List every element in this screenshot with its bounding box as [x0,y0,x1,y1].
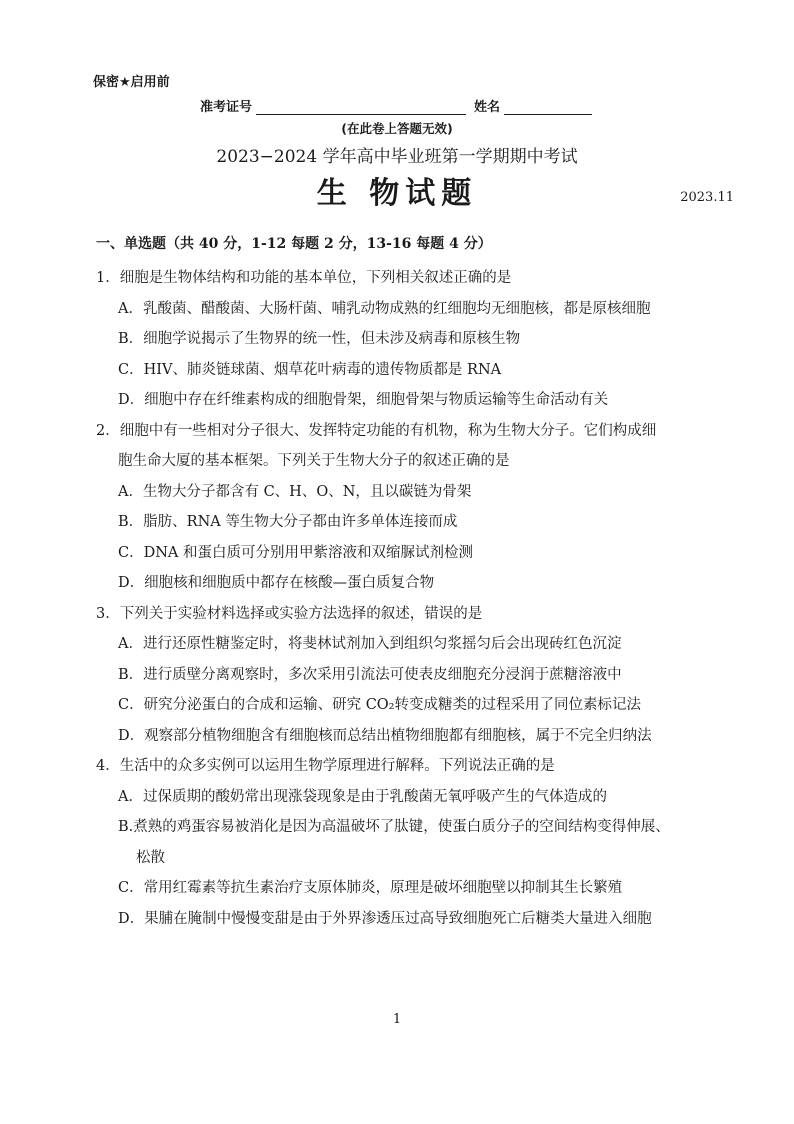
answer-option: C．HIV、肺炎链球菌、烟草花叶病毒的遗传物质都是 RNA [118,361,502,378]
answer-option: D．观察部分植物细胞含有细胞核而总结出植物细胞都有细胞核，属于不完全归纳法 [118,727,652,744]
answer-option: B．脂肪、RNA 等生物大分子都由许多单体连接而成 [118,514,458,530]
exam-title: 2023−2024 学年高中毕业班第一学期期中考试 [216,147,578,167]
answer-option: A．乳酸菌、醋酸菌、大肠杆菌、哺乳动物成熟的红细胞均无细胞核，都是原核细胞 [118,300,651,317]
question-2 [0,416,794,599]
question-list [0,263,794,934]
answer-option: D．果脯在腌制中慢慢变甜是由于外界渗透压过高导致细胞死亡后糖类大量进入细胞 [118,910,652,927]
name-label: 姓名 [474,100,501,115]
answer-option: C．研究分泌蛋白的合成和运输、研究 CO₂转变成糖类的过程采用了同位素标记法 [118,697,641,713]
name-blank [504,100,592,115]
answer-option: 松散 [136,849,165,866]
invalid-answer-note: (在此卷上答题无效) [341,121,453,136]
confidential-label: 保密★启用前 [93,75,170,90]
exam-number-blank [256,100,466,115]
question-stem: 4．生活中的众多实例可以运用生物学原理进行解释。下列说法正确的是 [96,758,555,774]
answer-option: A．过保质期的酸奶常出现涨袋现象是由于乳酸菌无氧呼吸产生的气体造成的 [118,788,607,805]
answer-option: A．生物大分子都含有 C、H、O、N，且以碳链为骨架 [118,483,472,500]
exam-date: 2023.11 [680,190,734,205]
question-3 [0,599,794,752]
exam-number-label: 准考证号 [200,100,253,115]
answer-option: B．进行质壁分离观察时，多次采用引流法可使表皮细胞充分浸润于蔗糖溶液中 [118,666,622,683]
answer-option: C．DNA 和蛋白质可分别用甲紫溶液和双缩脲试剂检测 [118,544,473,561]
answer-option: B.煮熟的鸡蛋容易被消化是因为高温破坏了肽键，使蛋白质分子的空间结构变得伸展、 [118,819,670,835]
answer-option: C．常用红霉素等抗生素治疗支原体肺炎，原理是破坏细胞壁以抑制其生长繁殖 [118,880,623,896]
answer-option: B．细胞学说揭示了生物界的统一性，但未涉及病毒和原核生物 [118,331,521,347]
section-title: 一、单选题（共 40 分，1-12 每题 2 分，13-16 每题 4 分） [96,236,492,252]
page-number: 1 [392,1012,402,1027]
question-1 [0,263,794,416]
question-stem: 2．细胞中有一些相对分子很大、发挥特定功能的有机物，称为生物大分子。它们构成细 [96,422,657,439]
answer-option: D．细胞核和细胞质中都存在核酸—蛋白质复合物 [118,575,435,591]
answer-option: A．进行还原性糖鉴定时，将斐林试剂加入到组织匀浆摇匀后会出现砖红色沉淀 [118,636,622,652]
question-stem: 胞生命大厦的基本框架。下列关于生物大分子的叙述正确的是 [118,453,510,469]
answer-option: D．细胞中存在纤维素构成的细胞骨架，细胞骨架与物质运输等生命活动有关 [118,392,609,408]
question-4 [0,751,794,934]
question-stem: 1．细胞是生物体结构和功能的基本单位，下列相关叙述正确的是 [96,270,512,286]
subject-title: 生 物试题 [316,176,478,211]
question-stem: 3．下列关于实验材料选择或实验方法选择的叙述，错误的是 [96,605,483,622]
candidate-info-line [200,96,592,115]
